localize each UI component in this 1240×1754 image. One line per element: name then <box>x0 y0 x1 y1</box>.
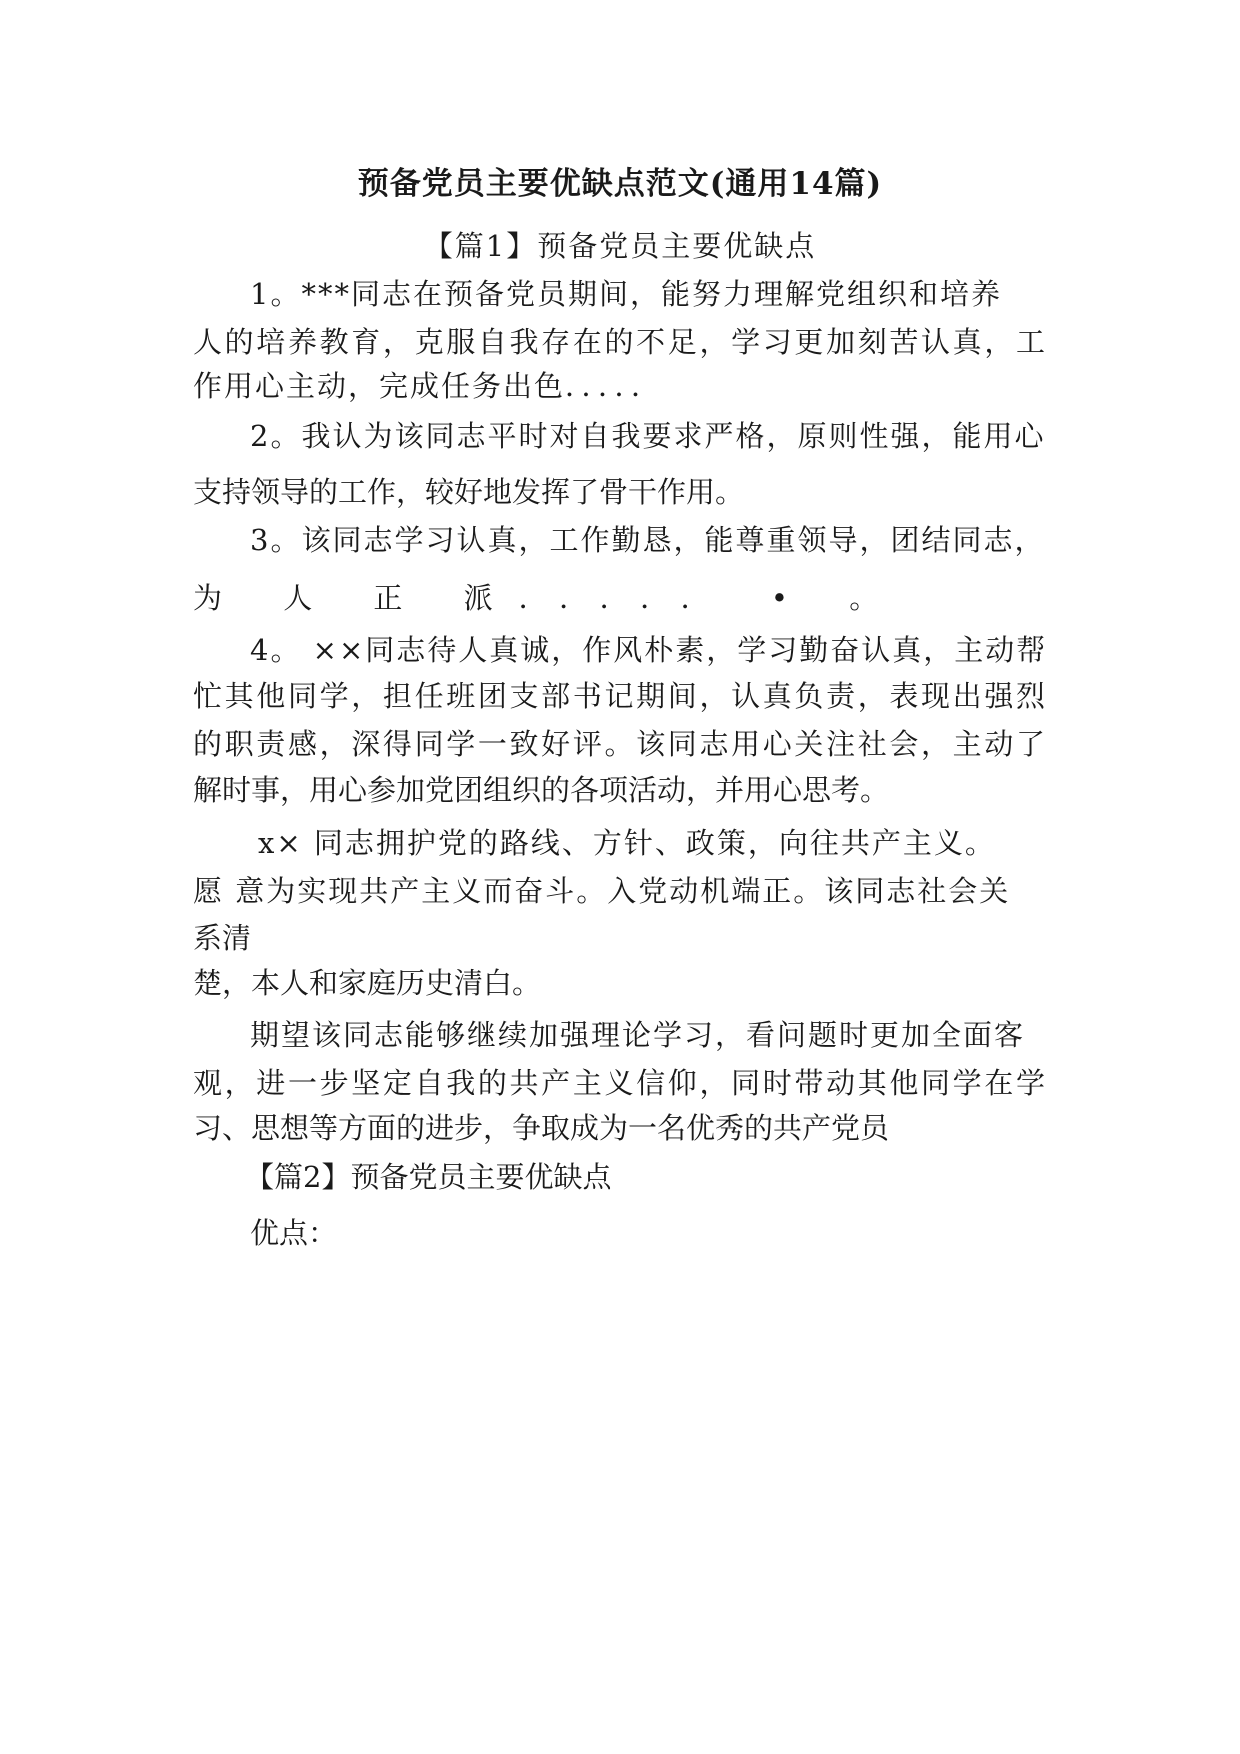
section-heading-1: 【篇1】预备党员主要优缺点 <box>423 229 817 263</box>
document-title: 预备党员主要优缺点范文(通用14篇) <box>357 166 883 202</box>
paragraph-line: 3。该同志学习认真，工作勤恳，能尊重领导，团结同志， <box>250 523 1046 557</box>
paragraph-line: 1。***同志在预备党员期间，能努力理解党组织和培养 <box>250 277 1002 311</box>
paragraph-line: 习、思想等方面的进步，争取成为一名优秀的共产党员 <box>193 1111 890 1145</box>
paragraph-line: 支持领导的工作，较好地发挥了骨干作用。 <box>193 475 745 509</box>
paragraph-line: 为 人 正 派．．．．． • 。 <box>193 581 905 615</box>
paragraph-line: 楚，本人和家庭历史清白。 <box>193 966 542 1000</box>
paragraph-line: 作用心主动，完成任务出色．．．．． <box>193 369 663 403</box>
paragraph-line: 解时事，用心参加党团组织的各项活动，并用心思考。 <box>193 773 890 807</box>
paragraph-line: 期望该同志能够继续加强理论学习，看问题时更加全面客 <box>250 1018 1026 1052</box>
paragraph-line: 系清 <box>193 921 252 955</box>
paragraph-line: 4。 ××同志待人真诚，作风朴素，学习勤奋认真，主动帮 <box>250 633 1048 667</box>
paragraph-line: x× 同志拥护党的路线、方针、政策，向往共产主义。 <box>258 826 996 860</box>
paragraph-line: 2。我认为该同志平时对自我要求严格，原则性强，能用心 <box>250 419 1046 453</box>
paragraph-line: 人的培养教育，克服自我存在的不足，学习更加刻苦认真，工 <box>193 325 1045 359</box>
paragraph-line: 观，进一步坚定自我的共产主义信仰，同时带动其他同学在学 <box>193 1066 1045 1100</box>
paragraph-line: 愿 意为实现共产主义而奋斗。入党动机端正。该同志社会关 <box>193 874 1011 908</box>
paragraph-line: 忙其他同学，担任班团支部书记期间，认真负责，表现出强烈 <box>193 679 1045 713</box>
paragraph-line: 的职责感，深得同学一致好评。该同志用心关注社会，主动了 <box>193 727 1045 761</box>
section-heading-2: 【篇2】预备党员主要优缺点 <box>245 1160 612 1194</box>
advantages-label: 优点： <box>250 1216 338 1250</box>
